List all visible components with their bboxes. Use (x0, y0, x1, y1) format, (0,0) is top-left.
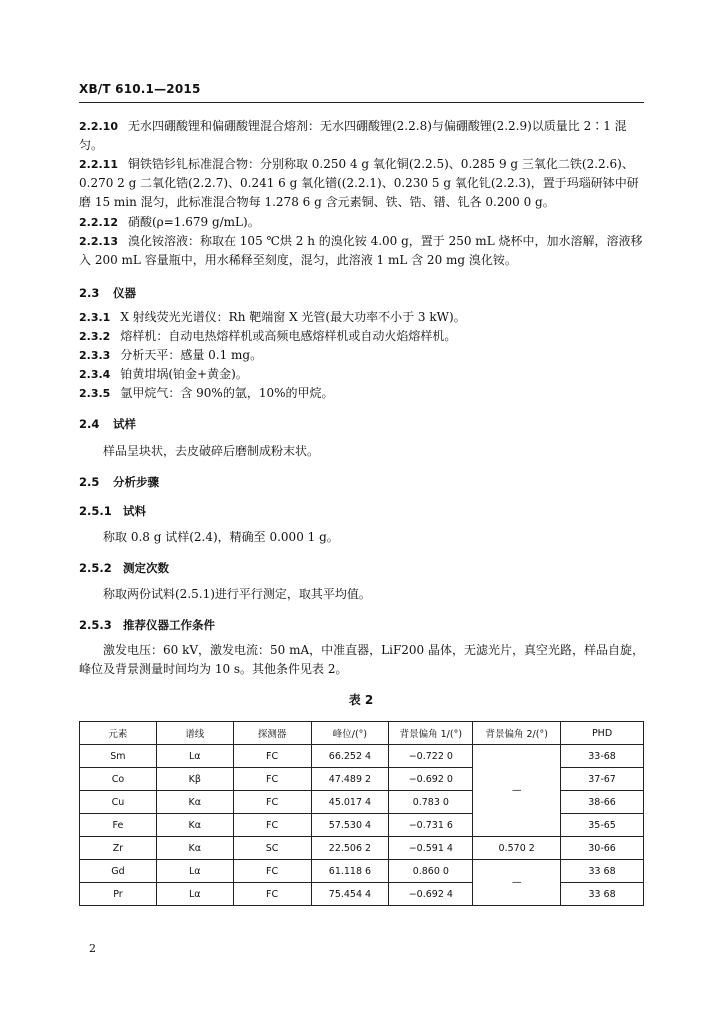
clause-text: 溴化铵溶液：称取在 105 ℃烘 2 h 的溴化铵 4.00 g，置于 250 mL 烧杯中，加水溶解，溶液移入 200 mL 容量瓶中，用水稀释至刻度，混匀，此溶液 1 mL 含 20 mg 溴化铵。 (79, 234, 643, 267)
section-title: 推荐仪器工作条件 (123, 618, 215, 632)
page-number: 2 (89, 942, 96, 955)
table-cell: Sm (80, 745, 157, 768)
table-cell: FC (233, 768, 311, 791)
table-row (80, 745, 644, 768)
clause-number: 2.3.5 (79, 387, 111, 400)
section-title: 试样 (113, 417, 136, 431)
clause-text: 硝酸(ρ=1.679 g/mL)。 (127, 215, 260, 229)
clause-number: 2.2.11 (79, 158, 118, 171)
paragraph-2-5-3 (79, 641, 644, 679)
clause-2-3-4 (79, 365, 644, 384)
section-heading-2-5-1 (79, 503, 146, 519)
clause-2-2-12 (79, 213, 644, 232)
table-cell: Pr (80, 883, 157, 906)
section-number: 2.5.1 (79, 504, 112, 518)
table-cell: −0.692 0 (389, 768, 473, 791)
table-cell: FC (233, 860, 311, 883)
table-row (80, 860, 644, 883)
table-cell: 22.506 2 (311, 837, 389, 860)
section-heading-2-3 (79, 285, 136, 301)
table-cell: Kβ (156, 768, 233, 791)
clause-2-2-13 (79, 232, 644, 270)
column-header: 元素 (80, 722, 157, 745)
section-number: 2.5 (79, 475, 100, 489)
table-cell: −0.722 0 (389, 745, 473, 768)
table-cell: Gd (80, 860, 157, 883)
clause-2-3-5 (79, 384, 644, 403)
section-title: 测定次数 (123, 561, 169, 575)
table-cell: Kα (156, 814, 233, 837)
table-cell: 0.860 0 (389, 860, 473, 883)
clause-text: 氩甲烷气：含 90%的氩，10%的甲烷。 (120, 386, 334, 400)
paragraph-text: 称取两份试料(2.5.1)进行平行测定，取其平均值。 (103, 587, 371, 601)
table-cell: 37-67 (561, 768, 644, 791)
clause-text: X 射线荧光光谱仪：Rh 靶端窗 X 光管(最大功率不小于 3 kW)。 (120, 310, 466, 324)
table-cell: 38-66 (561, 791, 644, 814)
table-cell: 75.454 4 (311, 883, 389, 906)
table-cell: FC (233, 791, 311, 814)
table-cell: FC (233, 883, 311, 906)
table-title: 表 2 (348, 693, 374, 707)
clause-text: 熔样机：自动电热熔样机或高频电感熔样机或自动火焰熔样机。 (120, 329, 457, 343)
column-header: 探测器 (233, 722, 311, 745)
column-header: 谱线 (156, 722, 233, 745)
standard-code: XB/T 610.1—2015 (79, 82, 201, 96)
table-cell: 45.017 4 (311, 791, 389, 814)
table-cell: FC (233, 814, 311, 837)
table-cell: FC (233, 745, 311, 768)
table-cell: 61.118 6 (311, 860, 389, 883)
table-cell: Kα (156, 791, 233, 814)
section-heading-2-5-2 (79, 560, 169, 576)
section-number: 2.5.3 (79, 618, 112, 632)
section-heading-2-5 (79, 474, 159, 490)
table-cell: Lα (156, 745, 233, 768)
clause-text: 铂黄坩埚(铂金+黄金)。 (120, 367, 248, 381)
table-cell: Zr (80, 837, 157, 860)
paragraph-text: 称取 0.8 g 试样(2.4)，精确至 0.000 1 g。 (103, 530, 339, 544)
clause-number: 2.3.4 (79, 368, 111, 381)
table-cell: Lα (156, 883, 233, 906)
clause-2-2-10 (79, 117, 644, 155)
table-cell: Co (80, 768, 157, 791)
table-cell: −0.591 4 (389, 837, 473, 860)
clause-2-3-1 (79, 308, 644, 327)
section-number: 2.5.2 (79, 561, 112, 575)
clause-number: 2.2.10 (79, 120, 118, 133)
paragraph-2-4 (103, 442, 644, 461)
table-cell: Kα (156, 837, 233, 860)
column-header: 背景偏角 1/(°) (389, 722, 473, 745)
table-cell: Cu (80, 791, 157, 814)
table-cell: 30-66 (561, 837, 644, 860)
clause-2-3-3 (79, 346, 644, 365)
merged-dash-cell: — (473, 860, 561, 906)
table-cell: 35-65 (561, 814, 644, 837)
clause-number: 2.3.2 (79, 330, 111, 343)
clause-2-3-2 (79, 327, 644, 346)
table-row (80, 837, 644, 860)
section-heading-2-4 (79, 416, 136, 432)
table-cell: 57.530 4 (311, 814, 389, 837)
merged-dash-cell: — (473, 745, 561, 837)
clause-text: 铜铁锆钐钆标准混合物：分别称取 0.250 4 g 氧化铜(2.2.5)、0.285 9 g 三氧化二铁(2.2.6)、0.270 2 g 二氧化锆(2.2.7)、0.241 6 g 氧化镨((2.2.1)、0.230 5 g 氧化钆(2.2.3)，置于玛瑙研钵中研磨 15 min 混匀，此标准混合物每 1.278 6 g 含元素铜、铁、锆、镨、钆各 0.200 0 g。 (79, 157, 639, 209)
table-cell: Lα (156, 860, 233, 883)
table-cell: 33-68 (561, 745, 644, 768)
table-header-row (80, 722, 644, 745)
header-rule (79, 102, 644, 103)
table-cell: 66.252 4 (311, 745, 389, 768)
table-cell: SC (233, 837, 311, 860)
section-number: 2.3 (79, 286, 100, 300)
paragraph-2-5-1 (103, 528, 644, 547)
clause-number: 2.2.12 (79, 216, 118, 229)
table-cell: 0.783 0 (389, 791, 473, 814)
table-cell: 47.489 2 (311, 768, 389, 791)
paragraph-2-5-2 (103, 585, 644, 604)
clause-text: 无水四硼酸锂和偏硼酸锂混合熔剂：无水四硼酸锂(2.2.8)与偏硼酸锂(2.2.9)以质量比 2∶1 混匀。 (79, 119, 627, 152)
clause-number: 2.3.3 (79, 349, 111, 362)
column-header: 峰位/(°) (311, 722, 389, 745)
section-title: 仪器 (113, 286, 136, 300)
column-header: PHD (561, 722, 644, 745)
paragraph-text: 激发电压：60 kV，激发电流：50 mA，中准直器，LiF200 晶体，无滤光片，真空光路，样品自旋，峰位及背景测量时间均为 10 s。其他条件见表 2。 (79, 643, 645, 676)
clause-2-2-11 (79, 155, 644, 212)
table-cell: 0.570 2 (473, 837, 561, 860)
section-title: 试料 (123, 504, 146, 518)
conditions-table (79, 721, 644, 906)
table-cell: 33 68 (561, 860, 644, 883)
paragraph-text: 样品呈块状，去皮破碎后磨制成粉末状。 (103, 444, 320, 458)
table-cell: Fe (80, 814, 157, 837)
clause-number: 2.3.1 (79, 311, 111, 324)
section-number: 2.4 (79, 417, 100, 431)
table-cell: −0.731 6 (389, 814, 473, 837)
section-title: 分析步骤 (113, 475, 159, 489)
clause-text: 分析天平：感量 0.1 mg。 (120, 348, 263, 362)
clause-number: 2.2.13 (79, 235, 118, 248)
section-heading-2-5-3 (79, 617, 215, 633)
column-header: 背景偏角 2/(°) (473, 722, 561, 745)
table-cell: 33 68 (561, 883, 644, 906)
table-cell: −0.692 4 (389, 883, 473, 906)
